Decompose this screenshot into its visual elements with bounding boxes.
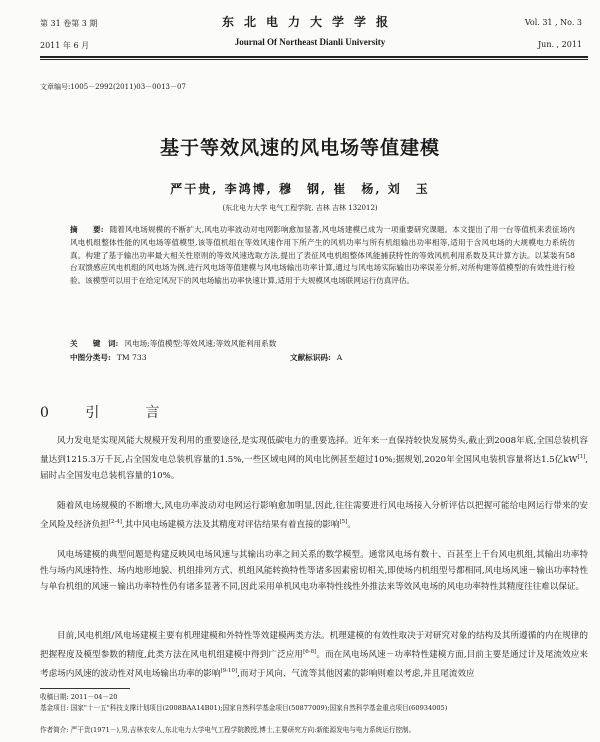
body-paragraph-1 xyxy=(40,433,588,484)
header-date-cn: 2011 年 6 月 xyxy=(40,41,90,50)
abstract-label: 摘 要: xyxy=(70,225,104,234)
p2-text: 随着风电场规模的不断增大,风电功率波动对电网运行影响愈加明显,因此,往往需要进行风电场接入分析评估以把握可能给电网运行带来的安全风险及经济负担 xyxy=(40,501,588,531)
p1-text: 风力发电是实现风能大规模开发利用的重要途径,是实现低碳电力的重要选择。近年来一直保持较快发展势头,截止到2008年底,全国总装机容量达到1215.3万千瓦,占全国发电总装机容量的1.5%,一些区域电网的风电比例甚至超过10%;据规划,2020年全国风电装机容量将达1.5亿kW xyxy=(40,436,588,466)
doc-code-label: 文献标识码: xyxy=(290,353,331,362)
p4-text: 目前,风电机组/风电场建模主要有机理建模和外特性等效建模两类方法。机理建模的有效性取决于对研究对象的结构及其所遵循的内在规律的把握程度及模型参数的精度,此类方法在风电机组建模中得到广泛应用 xyxy=(40,631,588,661)
header-date-en: Jun. , 2011 xyxy=(537,40,582,49)
article-number: 文章编号:1005－2992(2011)03－0013－07 xyxy=(40,83,186,91)
header-volume-en: Vol. 31 , No. 3 xyxy=(524,18,582,27)
citation-5: [9-10] xyxy=(220,668,238,675)
citation-4: [6-8] xyxy=(303,649,317,656)
footnote-received: 收稿日期: 2011－04－20 xyxy=(40,693,118,701)
header-rule-top xyxy=(40,56,588,58)
keywords-label: 关 键 词: xyxy=(70,339,119,348)
p4-end: ,而对于风向、气流等其他因素的影响则难以考虑,并且尾流效应 xyxy=(237,669,475,680)
footnote-rule xyxy=(40,688,130,689)
paper-title: 基于等效风速的风电场等值建模 xyxy=(159,137,440,159)
p4-mid: 。而在风电场风速－功率特性建模方面,目前主要是通过计及尾流效应来考虑场内风速的波动性对风电场输出功率的影响 xyxy=(40,650,589,680)
document-code xyxy=(290,352,342,363)
journal-title-cn: 东北电力大学学报 xyxy=(221,15,398,29)
keywords xyxy=(70,338,276,349)
header-volume-cn: 第 31 卷第 3 期 xyxy=(40,19,98,28)
section-title: 引 言 xyxy=(85,405,176,421)
doc-code-value: A xyxy=(336,353,343,362)
clc-label: 中图分类号: xyxy=(70,353,111,362)
body-paragraph-4 xyxy=(40,628,588,682)
body-paragraph-3 xyxy=(40,547,588,596)
citation-3: [5] xyxy=(339,519,348,526)
keywords-text: 风电场;等值模型;等效风速;等效风能利用系数 xyxy=(124,339,277,348)
p3-text: 风电场建模的典型问题是构建反映风电场风速与其输出功率之间关系的数学模型。通常风电场有数十、百甚至上千台风电机组,其输出功率特性与场内风速特性、场内地形地貌、机组排列方式、机组风能转换特性等诸多因素密切相关,即使场内机组型号都相同,风电场风速－输出功率特性与单台机组的风速－输出功率特性仍有诸多显著不同,因此采用单机风电功率特性线性外推法来等效风电场的风电功率特性其精度往往难以保证。 xyxy=(40,550,588,593)
clc-number xyxy=(70,352,147,363)
section-number: 0 xyxy=(40,405,65,421)
journal-title-en: Journal Of Northeast Dianli University xyxy=(234,37,386,47)
clc-value: TM 733 xyxy=(116,353,147,362)
header-rule-bottom xyxy=(40,59,588,60)
abstract-text: 随着风电场规模的不断扩大,风电功率波动对电网影响愈加显著,风电场建模已成为一项重要研究课题。本文提出了用一台等值机来表征场内风电机组整体性能的风电场等值模型,该等值机组在等效风速作用下所产生的风机功率与所有机组输出功率相等,适用于含风电场的大规模电力系统仿真。构建了基于输出功率最大相关性原则的等效风速选取方法,提出了表征风电机组整体风能捕获特性的等效风机利用系数及其计算方法。以某装有58台双馈感应风电机组的风电场为例,进行风电场等值建模与风电场输出功率计算,通过与风电场实际输出功率误差分析,对所构建等值模型的有效性进行检验。该模型可以用于在给定风况下的风电场输出功率快速计算,适用于大规模风电场联网运行仿真评估。 xyxy=(70,225,575,286)
author-list: 严干贵, 李鸿博, 穆 钢, 崔 杨, 刘 玉 xyxy=(170,182,430,196)
p2-end: 。 xyxy=(347,520,356,531)
p2-mid: ,其中风电场建模方法及其精度对评估结果有着直接的影响 xyxy=(121,520,340,531)
abstract xyxy=(70,224,575,288)
body-paragraph-2 xyxy=(40,498,588,533)
affiliation: (东北电力大学 电气工程学院, 吉林 吉林 132012) xyxy=(222,204,378,212)
citation-1: [1] xyxy=(577,454,586,461)
citation-2: [2-4] xyxy=(108,519,122,526)
footnote-author-bio: 作者简介: 严干贵(1971－),男,吉林农安人,东北电力大学电气工程学院教授,博士,主要研究方向:新能源发电与电力系统运行控制。 xyxy=(40,726,416,734)
footnote-fund: 基金项目: 国家"十一五"科技支撑计划项目(2008BAA14B01);国家自然科学基金项目(50877009);国家自然科学基金重点项目(60934005) xyxy=(40,704,448,712)
section-heading xyxy=(40,402,175,422)
p1-end: ,届时占全国发电总装机容量的10%。 xyxy=(40,455,588,482)
